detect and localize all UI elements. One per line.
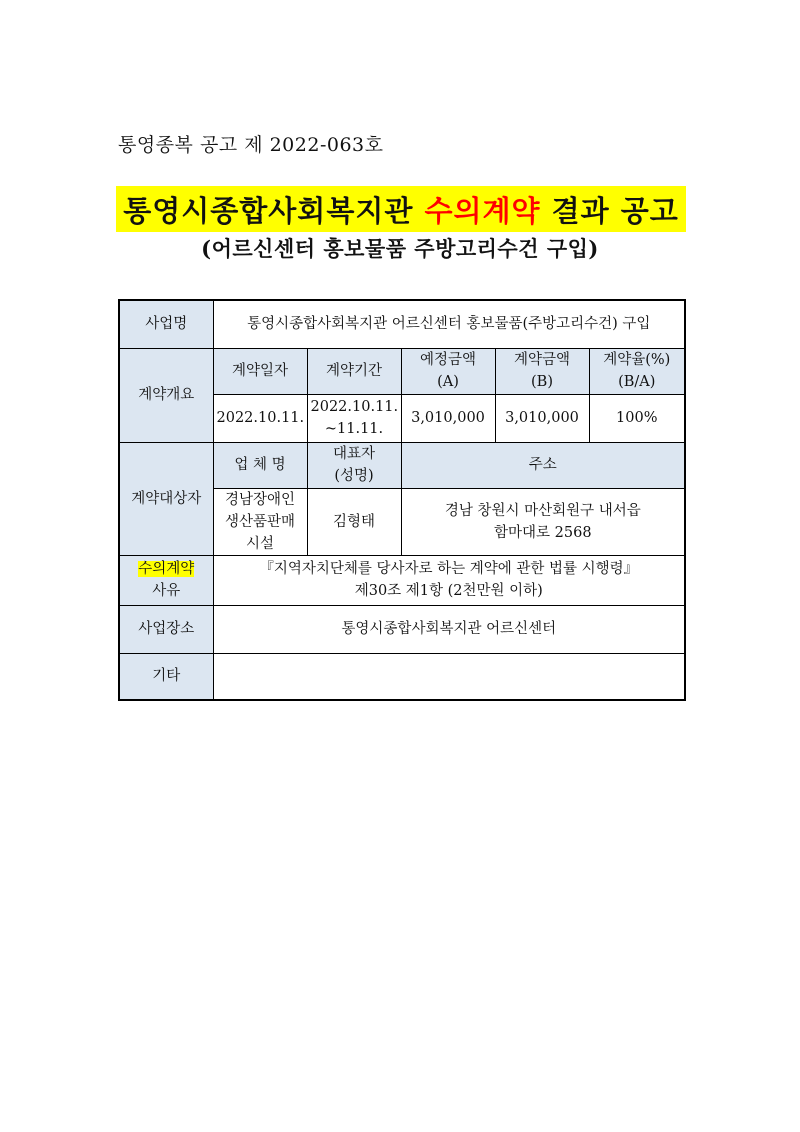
estimated-amount-header <box>401 348 495 394</box>
contract-date-value: 2022.10.11. <box>213 394 307 442</box>
project-name-label: 사업명 <box>119 300 213 348</box>
row-contract-overview-header <box>119 348 685 394</box>
row-etc <box>119 653 685 700</box>
reason-label <box>119 555 213 605</box>
title-highlight: 수의계약 <box>424 193 541 228</box>
row-contractor-header <box>119 442 685 488</box>
representative-header-line1: 대표자 <box>332 446 376 462</box>
contract-date-header: 계약일자 <box>213 348 307 394</box>
contractor-label: 계약대상자 <box>119 442 213 555</box>
contract-rate-header-line1: 계약율(%) <box>603 352 671 368</box>
address-header: 주소 <box>401 442 685 488</box>
contract-period-header: 계약기간 <box>307 348 401 394</box>
etc-value <box>213 653 685 700</box>
company-name-line1: 경남장애인 <box>224 491 296 508</box>
contract-period-line2: ~11.11. <box>324 421 384 437</box>
representative-header-line2: (성명) <box>334 468 374 484</box>
reason-value-line2: 제30조 제1항 (2천만원 이하) <box>354 583 543 599</box>
representative-header <box>307 442 401 488</box>
reason-label-line1 <box>123 558 210 580</box>
contract-rate-value: 100% <box>589 394 685 442</box>
contract-period-value <box>307 394 401 442</box>
address-value <box>401 488 685 555</box>
row-reason <box>119 555 685 605</box>
row-location <box>119 605 685 653</box>
contract-rate-header-line2: (B/A) <box>618 374 656 390</box>
notice-subtitle: (어르신센터 홍보물품 주방고리수건 구입) <box>201 236 599 261</box>
reason-label-highlight: 수의계약 <box>138 561 195 577</box>
contract-amount-header <box>495 348 589 394</box>
notice-number: 통영종복 공고 제 2022-063호 <box>118 134 384 156</box>
contract-overview-label: 계약개요 <box>119 348 213 442</box>
location-label: 사업장소 <box>119 605 213 653</box>
contract-amount-header-line1: 계약금액 <box>513 352 571 368</box>
estimated-amount-header-line2: (A) <box>437 374 459 390</box>
company-name-value <box>213 488 307 555</box>
contract-amount-header-line2: (B) <box>531 374 553 390</box>
etc-label: 기타 <box>119 653 213 700</box>
company-name-line2: 생산품판매 <box>224 513 296 530</box>
title-suffix: 결과 공고 <box>540 193 679 228</box>
address-line2: 함마대로 2568 <box>494 524 592 541</box>
location-value: 통영시종합사회복지관 어르신센터 <box>213 605 685 653</box>
reason-label-line2: 사유 <box>152 583 181 599</box>
contract-result-table <box>118 299 686 701</box>
row-project-name <box>119 300 685 348</box>
reason-value-line1: 『지역자치단체를 당사자로 하는 계약에 관한 법률 시행령』 <box>259 561 639 577</box>
contract-period-line1: 2022.10.11. <box>310 399 399 415</box>
representative-value: 김형태 <box>307 488 401 555</box>
company-name-header: 업 체 명 <box>213 442 307 488</box>
reason-value <box>213 555 685 605</box>
notice-title <box>116 186 686 232</box>
address-line1: 경남 창원시 마산회원구 내서읍 <box>444 502 641 519</box>
estimated-amount-header-line1: 예정금액 <box>419 352 477 368</box>
estimated-amount-value: 3,010,000 <box>401 394 495 442</box>
company-name-line3: 시설 <box>245 535 274 552</box>
contract-rate-header <box>589 348 685 394</box>
project-name-value: 통영시종합사회복지관 어르신센터 홍보물품(주방고리수건) 구입 <box>213 300 685 348</box>
title-prefix: 통영시종합사회복지관 <box>123 193 425 228</box>
contract-amount-value: 3,010,000 <box>495 394 589 442</box>
